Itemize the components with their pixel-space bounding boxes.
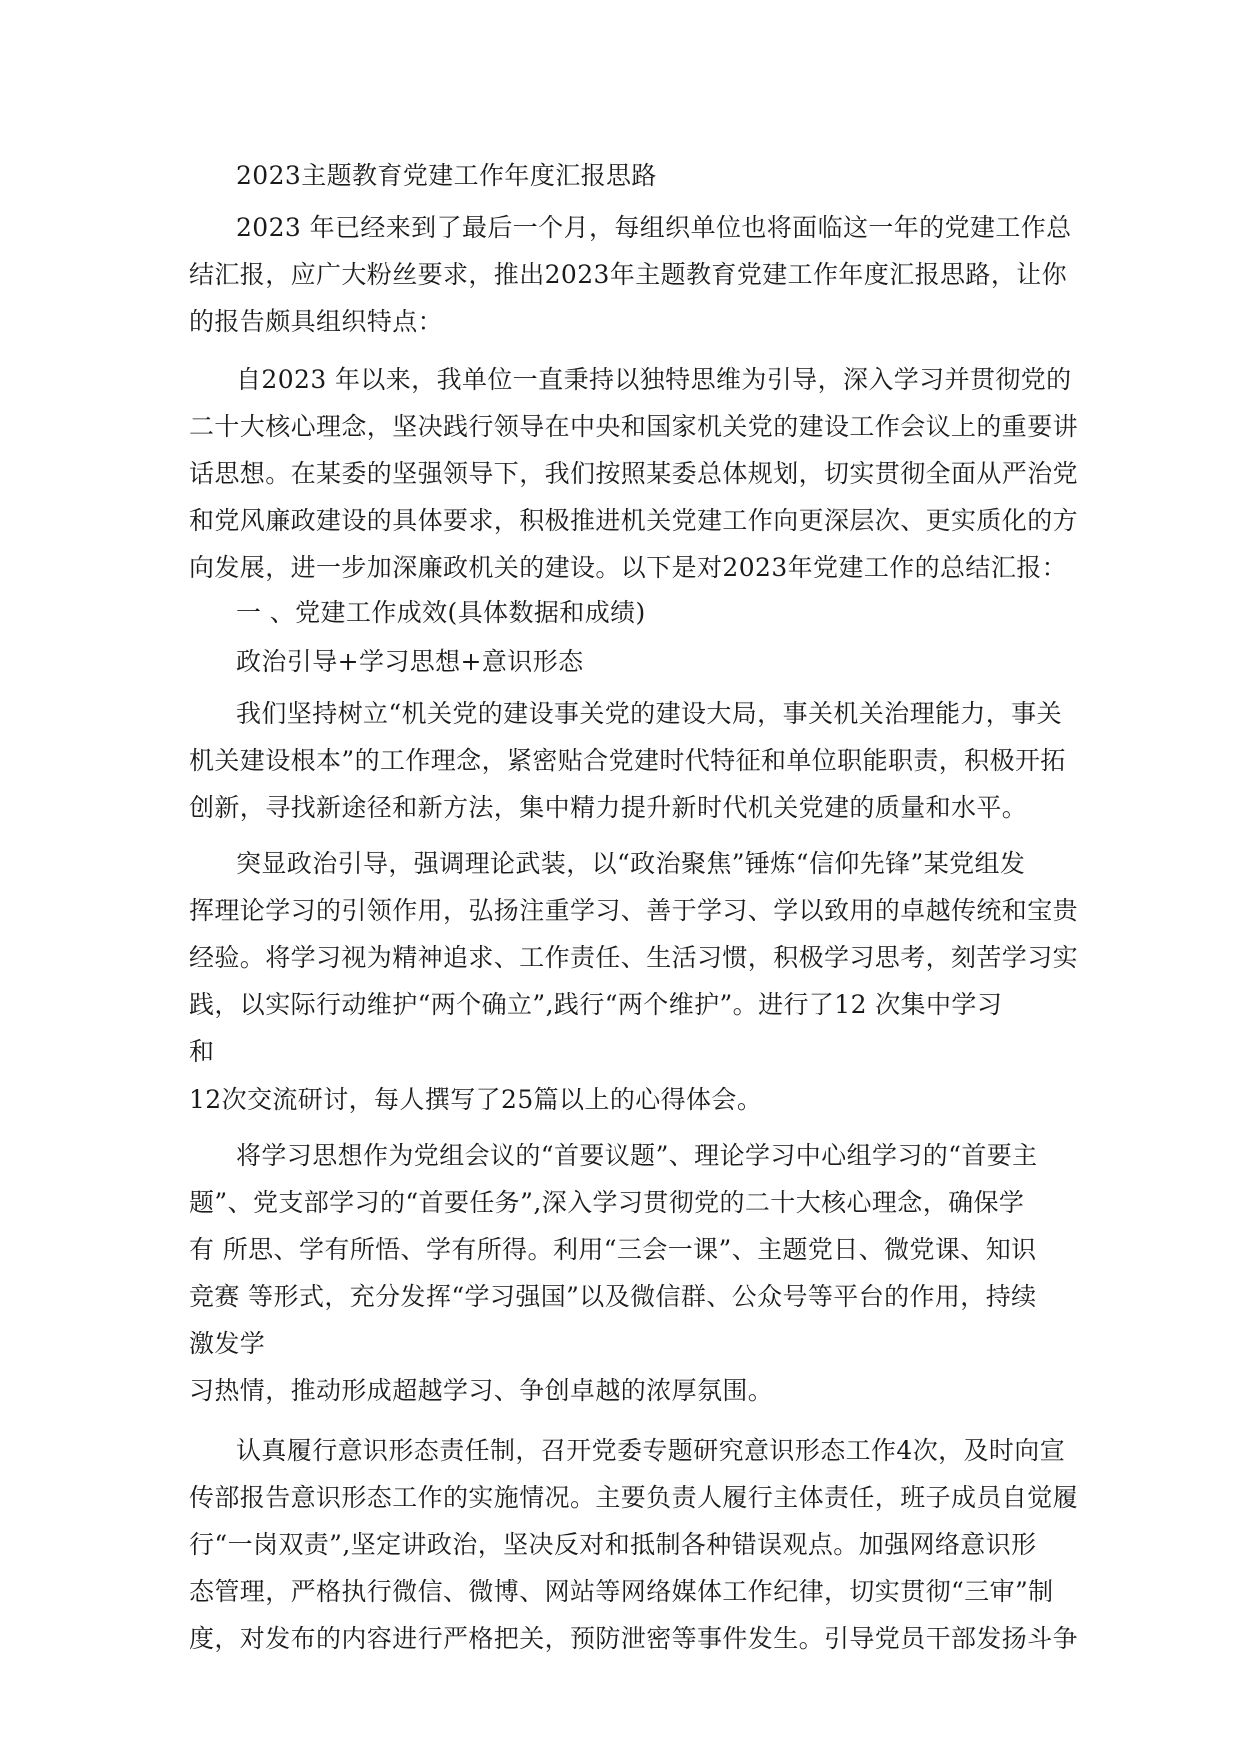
paragraph-line: 突显政治引导，强调理论武装，以“政治聚焦”锤炼“信仰先锋”某党组发: [236, 849, 1026, 878]
paragraph-line: 向发展，进一步加深廉政机关的建设。以下是对2023年党建工作的总结汇报：: [189, 553, 1068, 582]
paragraph-line: 度，对发布的内容进行严格把关，预防泄密等事件发生。引导党员干部发扬斗争: [189, 1624, 1079, 1653]
intro-line: 结汇报，应广大粉丝要求，推出2023年主题教育党建工作年度汇报思路，让你: [189, 260, 1068, 289]
paragraph-line: 我们坚持树立“机关党的建设事关党的建设大局，事关机关治理能力，事关: [236, 699, 1062, 728]
paragraph-line: 认真履行意识形态责任制，召开党委专题研究意识形态工作4次，及时向宣: [236, 1436, 1066, 1465]
paragraph-line: 行“一岗双责”,坚定讲政治，坚决反对和抵制各种错误观点。加强网络意识形: [189, 1530, 1037, 1559]
paragraph-line: 自2023 年以来，我单位一直秉持以独特思维为引导，深入学习并贯彻党的: [236, 365, 1072, 394]
paragraph-line: 践，以实际行动维护“两个确立”,践行“两个维护”。进行了12 次集中学习: [189, 990, 1003, 1019]
paragraph-line: 有 所思、学有所悟、学有所得。利用“三会一课”、主题党日、微党课、知识: [189, 1235, 1037, 1264]
paragraph-line: 竞赛 等形式，充分发挥“学习强国”以及微信群、公众号等平台的作用，持续: [189, 1282, 1037, 1311]
paragraph-line: 机关建设根本”的工作理念，紧密贴合党建时代特征和单位职能职责，积极开拓: [189, 746, 1066, 775]
paragraph-line: 题”、党支部学习的“首要任务”,深入学习贯彻党的二十大核心理念，确保学: [189, 1188, 1025, 1217]
paragraph-line: 12次交流研讨，每人撰写了25篇以上的心得体会。: [189, 1085, 763, 1114]
paragraph-line: 挥理论学习的引领作用，弘扬注重学习、善于学习、学以致用的卓越传统和宝贵: [189, 896, 1079, 925]
paragraph-line: 和党风廉政建设的具体要求，积极推进机关党建工作向更深层次、更实质化的方: [189, 506, 1079, 535]
paragraph-line: 和: [189, 1037, 215, 1066]
paragraph-line: 激发学: [189, 1329, 266, 1358]
paragraph-line: 话思想。在某委的坚强领导下，我们按照某委总体规划，切实贯彻全面从严治党: [189, 459, 1079, 488]
paragraph-line: 创新，寻找新途径和新方法，集中精力提升新时代机关党建的质量和水平。: [189, 793, 1028, 822]
paragraph-line: 将学习思想作为党组会议的“首要议题”、理论学习中心组学习的“首要主: [236, 1141, 1038, 1170]
paragraph-line: 态管理，严格执行微信、微博、网站等网络媒体工作纪律，切实贯彻“三审”制: [189, 1577, 1054, 1606]
paragraph-line: 经验。将学习视为精神追求、工作责任、生活习惯，积极学习思考，刻苦学习实: [189, 943, 1079, 972]
subsection-heading: 政治引导+学习思想+意识形态: [236, 647, 584, 676]
intro-line: 的报告颇具组织特点：: [189, 307, 444, 336]
paragraph-line: 习热情，推动形成超越学习、争创卓越的浓厚氛围。: [189, 1376, 774, 1405]
section-heading: 一 、党建工作成效(具体数据和成绩): [236, 598, 646, 627]
paragraph-line: 传部报告意识形态工作的实施情况。主要负责人履行主体责任，班子成员自觉履: [189, 1483, 1079, 1512]
paragraph-line: 二十大核心理念，坚决践行领导在中央和国家机关党的建设工作会议上的重要讲: [189, 412, 1079, 441]
document-title: 2023主题教育党建工作年度汇报思路: [236, 161, 657, 190]
intro-line: 2023 年已经来到了最后一个月，每组织单位也将面临这一年的党建工作总: [236, 213, 1072, 242]
